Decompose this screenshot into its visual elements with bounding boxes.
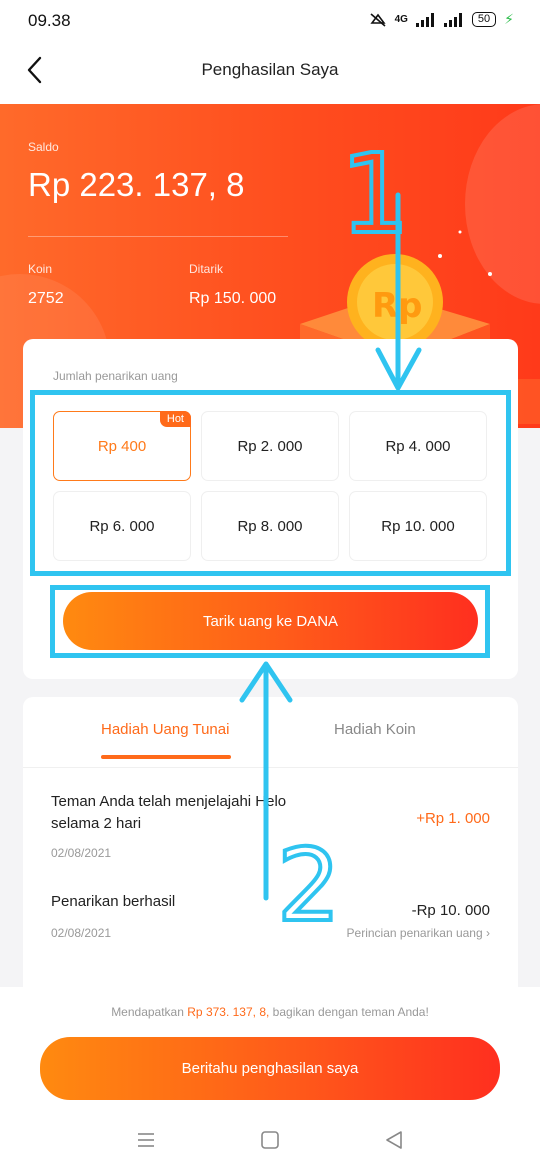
footer [0, 987, 540, 1110]
share-suffix: bagikan dengan teman Anda! [272, 1005, 429, 1019]
battery-icon: 50 [472, 12, 496, 27]
system-nav-bar [0, 1110, 540, 1170]
signal-icon-2 [444, 13, 464, 27]
amount-label: Rp 4. 000 [385, 437, 451, 455]
record-title-line2: selama 2 hari [51, 815, 142, 832]
svg-text:Rp: Rp [372, 286, 423, 326]
menu-button[interactable] [134, 1128, 158, 1152]
share-prefix: Mendapatkan [111, 1005, 184, 1019]
amount-label: Rp 6. 000 [89, 517, 155, 535]
withdraw-title: Jumlah penarikan uang [53, 369, 178, 383]
share-earnings-button[interactable]: Beritahu penghasilan saya [40, 1037, 500, 1100]
amount-label: Rp 400 [97, 437, 147, 455]
record-amount: +Rp 1. 000 [416, 810, 490, 827]
page-title: Penghasilan Saya [201, 60, 339, 79]
koin-value: 2752 [28, 290, 64, 307]
total-earnings: Rp 373. 137, 8, [187, 1005, 270, 1019]
tab-cash-reward[interactable]: Hadiah Uang Tunai [101, 721, 230, 738]
ditarik-label: Ditarik [189, 262, 224, 276]
balance-value: Rp 223. 137, 8 [28, 166, 245, 203]
withdraw-to-dana-button[interactable]: Tarik uang ke DANA [63, 592, 478, 650]
menu-icon [134, 1128, 158, 1152]
back-nav-button[interactable] [382, 1128, 406, 1152]
mute-icon [369, 13, 387, 27]
tab-coin-reward[interactable]: Hadiah Koin [334, 721, 416, 738]
amount-label: Rp 2. 000 [237, 437, 303, 455]
status-time: 09.38 [28, 11, 71, 30]
reward-history-card [23, 697, 518, 997]
amount-label: Rp 8. 000 [237, 517, 303, 535]
chevron-right-icon: › [486, 926, 490, 940]
withdraw-detail-link[interactable] [347, 926, 490, 940]
hot-badge: Hot [160, 411, 191, 427]
charging-icon: ⚡ [504, 11, 514, 27]
share-prompt [0, 1005, 540, 1019]
withdraw-detail-label: Perincian penarikan uang [346, 926, 483, 940]
record-title [51, 791, 286, 835]
record-amount: -Rp 10. 000 [411, 902, 490, 919]
koin-label: Koin [28, 262, 53, 276]
ditarik-value: Rp 150. 000 [189, 290, 277, 307]
annotation-box-amounts [30, 390, 511, 576]
network-type: 4G [394, 14, 408, 25]
annotation-box-button [50, 585, 490, 658]
annotation-number-1: 1 [340, 130, 410, 258]
home-square-icon [258, 1128, 282, 1152]
status-icons [369, 11, 514, 28]
tab-indicator [101, 755, 231, 759]
record-title: Penarikan berhasil [51, 893, 176, 910]
saldo-label: Saldo [28, 140, 59, 154]
back-triangle-icon [382, 1128, 406, 1152]
signal-icon [416, 13, 436, 27]
annotation-number-2: 2 [277, 827, 341, 944]
record-date: 02/08/2021 [51, 926, 112, 940]
home-button[interactable] [258, 1128, 282, 1152]
nav-bar [0, 40, 540, 104]
status-bar [0, 0, 540, 40]
divider [28, 236, 288, 237]
record-title-line1: Teman Anda telah menjelajahi Helo [51, 793, 287, 810]
record-date: 02/08/2021 [51, 846, 112, 860]
divider [23, 767, 518, 768]
amount-label: Rp 10. 000 [381, 517, 455, 535]
